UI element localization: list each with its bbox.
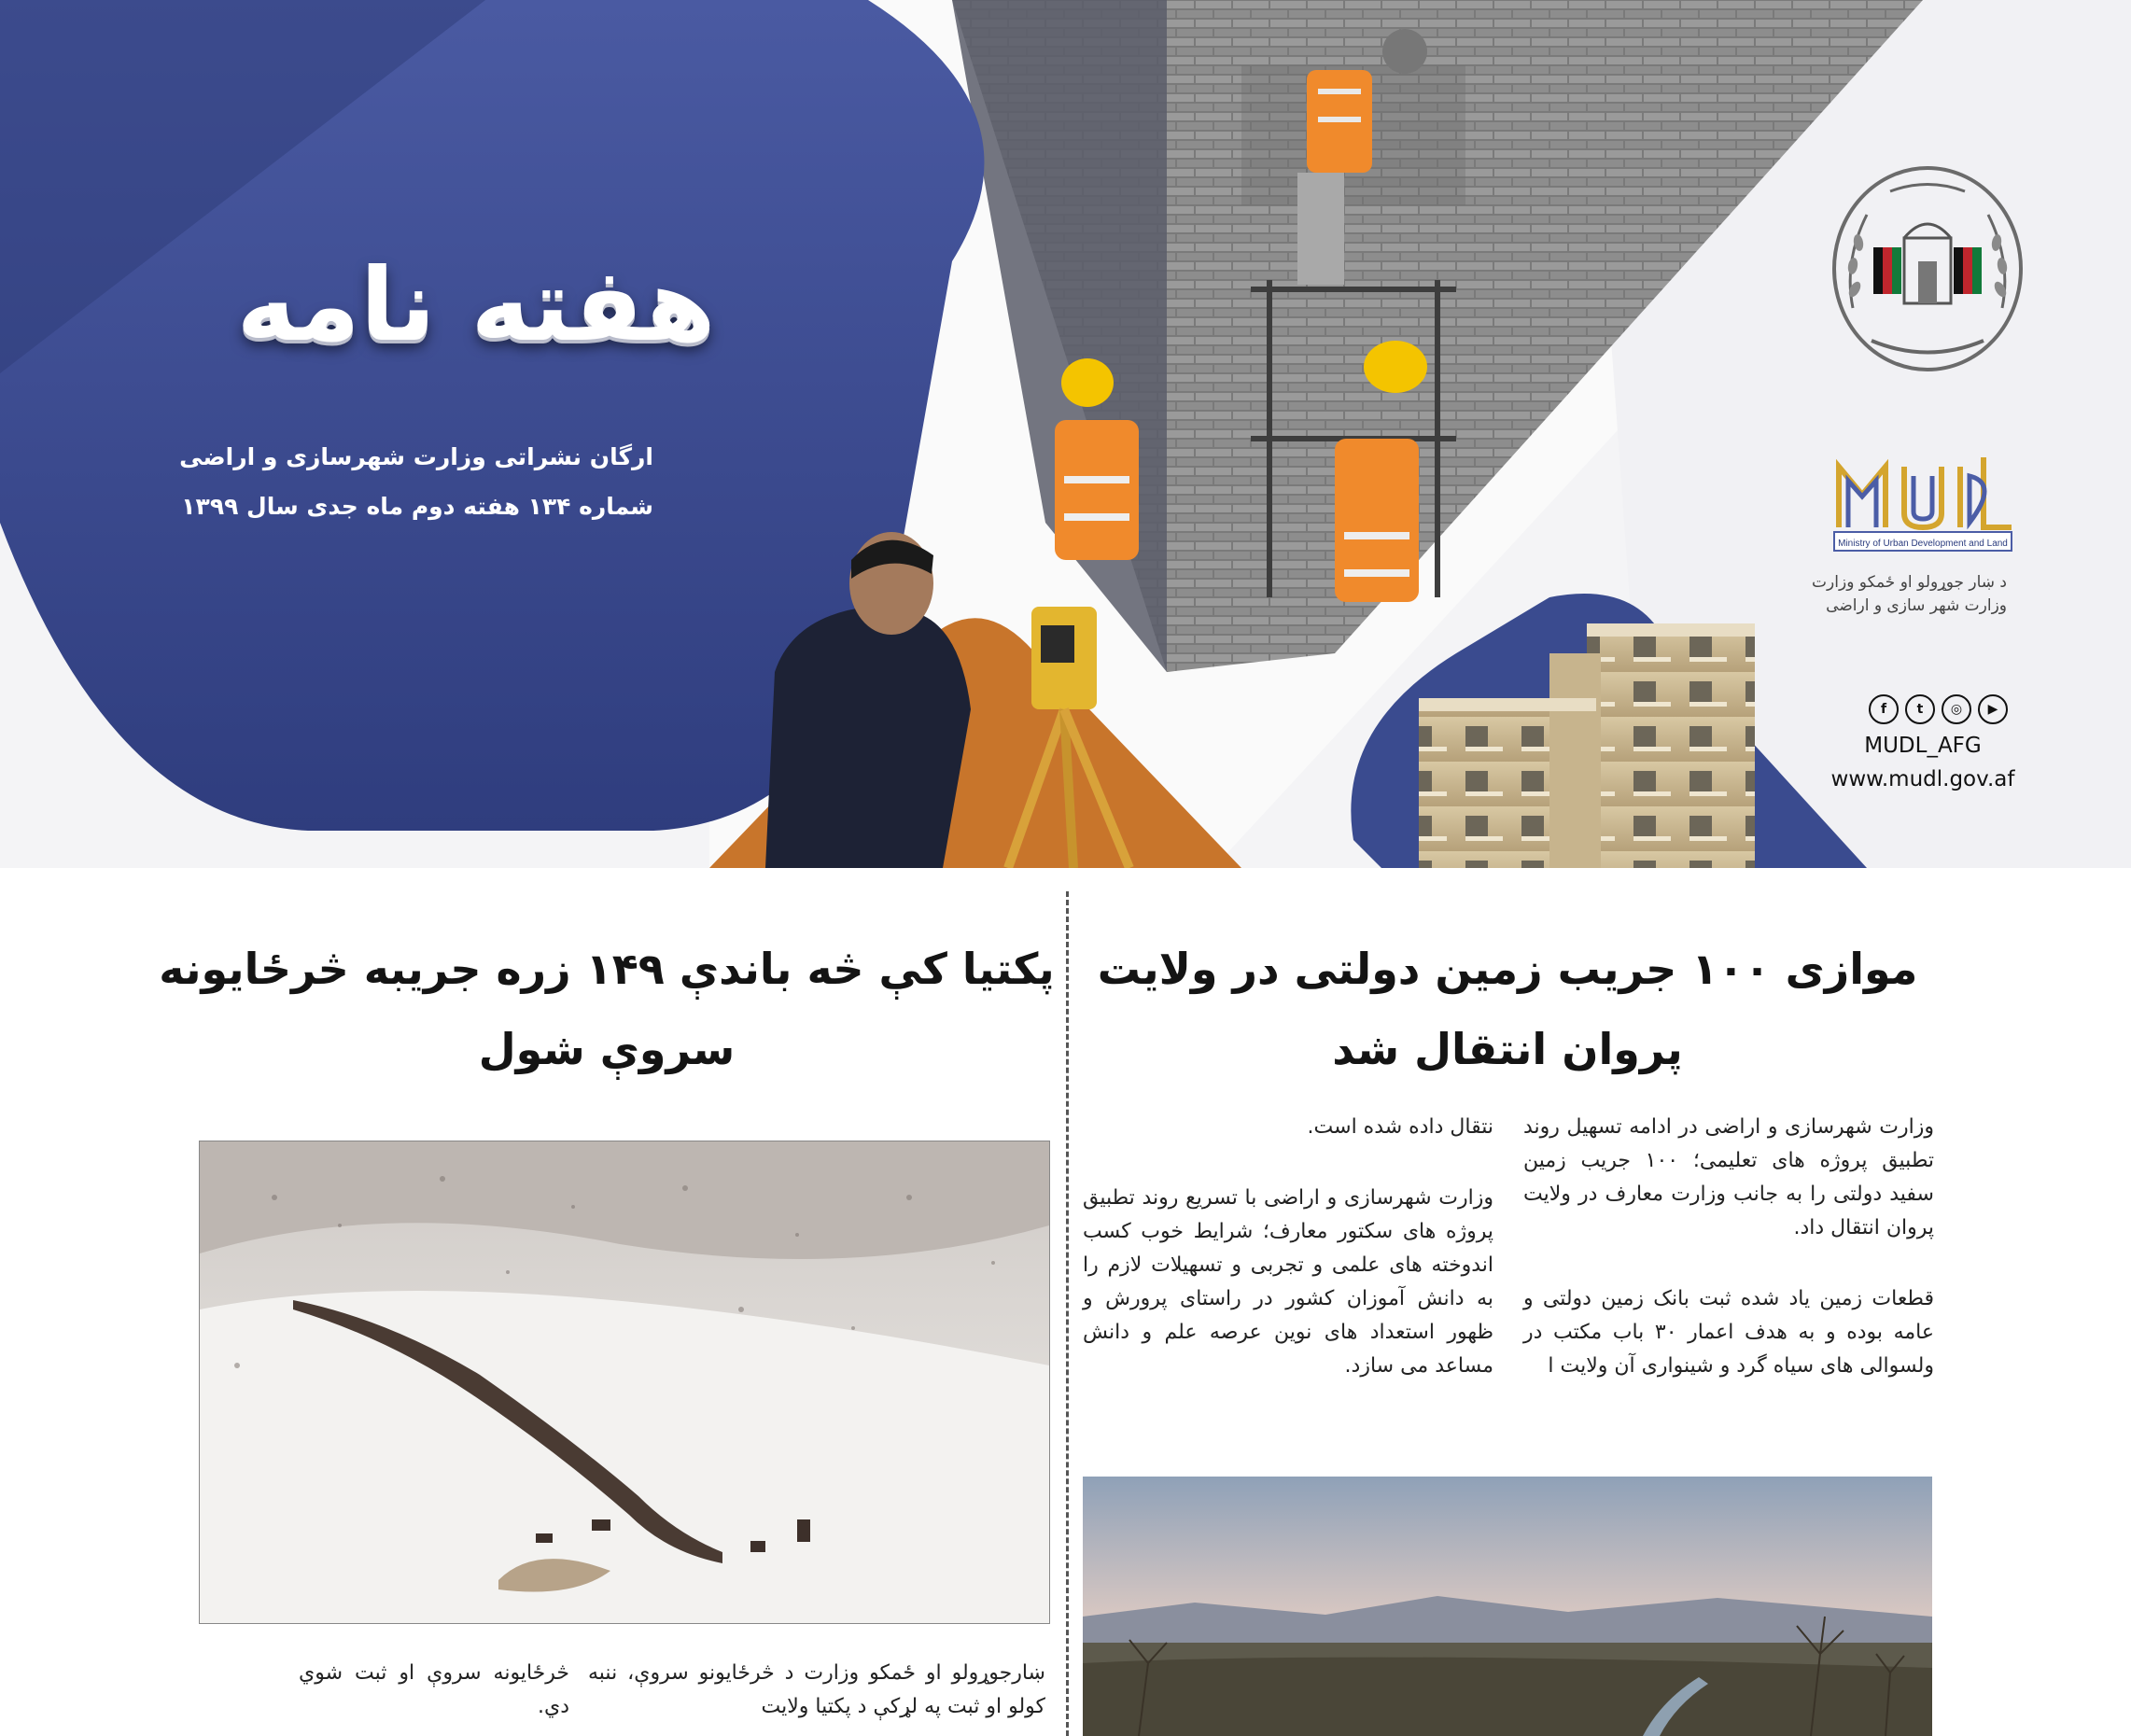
ministry-caption-pashto: د ښار جوړولو او ځمکو وزارت [1812,573,2007,592]
website-link[interactable]: www.mudl.gov.af [1830,767,2015,791]
pashto-caption-right: ښارجوړولو او ځمکو وزارت د څرځایونو سروې، ننبه کولو او ثبت په لړکې د پکتیا ولایت [588,1661,1045,1718]
snowy-rangeland-photo [199,1141,1050,1624]
dari-paragraph-2: قطعات زمین یاد شده ثبت بانک زمین دولتی و عامه بوده و به هدف اعمار ۳۰ باب مکتب در ولسوالی های سیاه گرد و شینواری آن ولایت ا [1523,1287,1934,1378]
national-emblem-icon [1825,159,2030,383]
dari-article-headline: موازی ۱۰۰ جریب زمین دولتی در ولایت پروان انتقال شد [1097,944,1918,1074]
social-icons [1869,694,2008,724]
parwan-landscape-photo [1083,1477,1932,1736]
issue-line: شماره ۱۳۴ هفته دوم ماه جدی سال ۱۳۹۹ [181,493,653,520]
youtube-icon[interactable]: ▶ [1978,694,2008,724]
column-divider [1066,891,1069,1736]
masthead-subtitle: ارگان نشراتی وزارت شهرسازی و اراضی [179,443,653,470]
twitter-icon[interactable]: t [1905,694,1935,724]
ministry-caption [1773,571,2007,618]
masthead-title: هفته نامه [236,247,716,364]
dari-article-column-right [1523,1111,1934,1421]
facebook-icon[interactable]: f [1869,694,1899,724]
mudl-logo-english: Ministry of Urban Development and Land [1838,539,2008,549]
dari-paragraph-3: نتقال داده شده است. [1307,1115,1493,1139]
mudl-logo [1830,439,2016,560]
dari-paragraph-1: وزارت شهرسازی و اراضی در ادامه تسهیل روند تطبیق پروژه های تعلیمی؛ ۱۰۰ جریب زمین سفید دولتی را به جانب وزارت معارف در ولایت پروان انتقال داد. [1523,1115,1934,1239]
instagram-icon[interactable]: ◎ [1942,694,1971,724]
ministry-caption-dari: وزارت شهر سازی و اراضی [1826,596,2007,615]
pashto-article-headline: پکتیا کې څه باندې ۱۴۹ زره جریبه څرځایونه سروې شول [159,944,1055,1074]
social-handle[interactable]: MUDL_AFG [1864,734,1982,758]
dari-article-column-left [1083,1111,1493,1421]
pashto-caption-left: څرځایونه سروې او ثبت شوي دي. [299,1661,569,1718]
dari-paragraph-4: وزارت شهرسازی و اراضی با تسریع روند تطبیق پروژه های سکتور معارف؛ شرایط خوب کسب اندوخته های علمی و تجربی و تسهیلات لازم را به دانش آموزان کشور در راستای پرورش و ظهور استعداد های نوین عرصه علم و دانش مساعد می سازد. [1083,1186,1493,1378]
